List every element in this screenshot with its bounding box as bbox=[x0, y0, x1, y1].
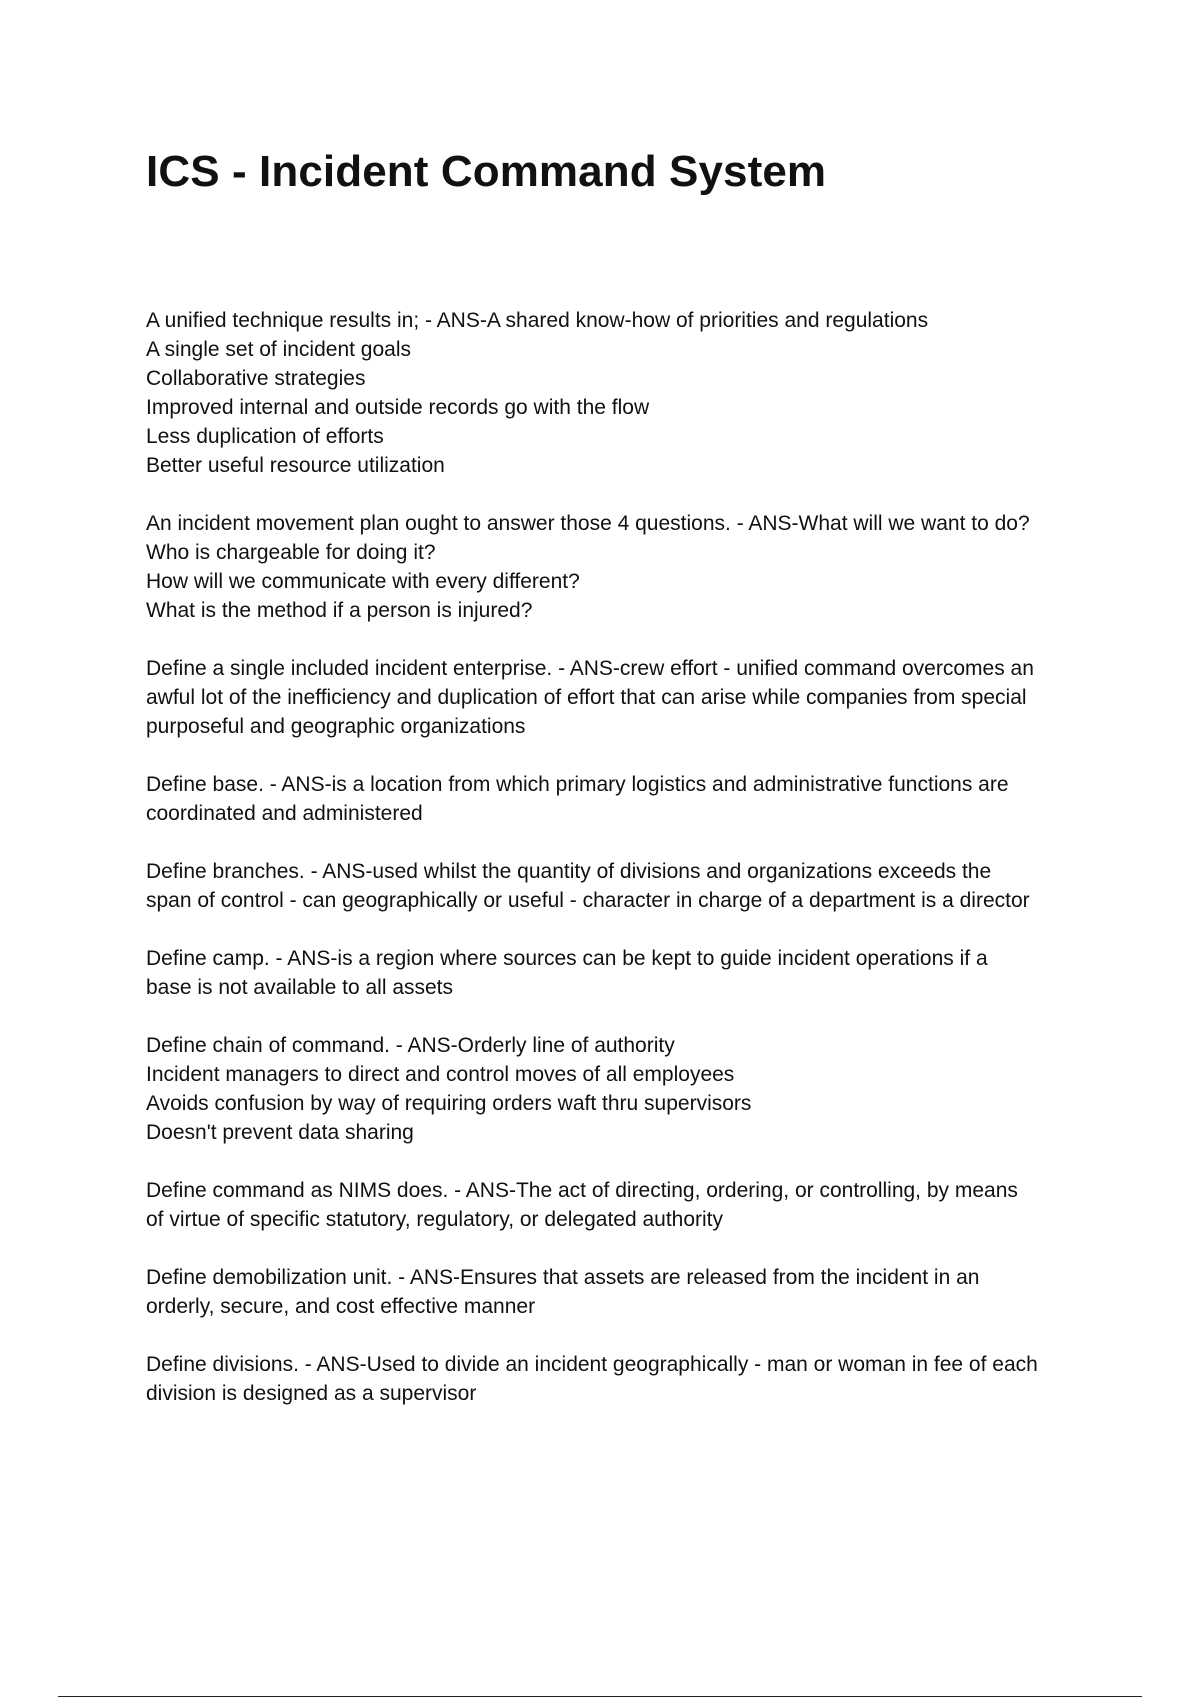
entry-line: Who is chargeable for doing it? bbox=[146, 541, 436, 564]
entry-line: span of control - can geographically or useful - character in charge of a department is a director bbox=[146, 889, 1030, 912]
entry-line: Define demobilization unit. - ANS-Ensures that assets are released from the incident in an bbox=[146, 1266, 980, 1289]
qa-entries bbox=[146, 306, 1096, 1437]
qa-entry bbox=[146, 306, 1096, 480]
entry-line: Define a single included incident enterprise. - ANS-crew effort - unified command overcomes an bbox=[146, 657, 1034, 680]
qa-entry bbox=[146, 770, 1096, 828]
entry-line: Define branches. - ANS-used whilst the quantity of divisions and organizations exceeds the bbox=[146, 860, 992, 883]
entry-line: base is not available to all assets bbox=[146, 976, 454, 999]
entry-line: Incident managers to direct and control moves of all employees bbox=[146, 1063, 735, 1086]
entry-line: Improved internal and outside records go with the flow bbox=[146, 396, 650, 419]
entry-line: Doesn't prevent data sharing bbox=[146, 1121, 414, 1144]
entry-line: Define divisions. - ANS-Used to divide an incident geographically - man or woman in fee of each bbox=[146, 1353, 1038, 1376]
qa-entry bbox=[146, 1176, 1096, 1234]
entry-line: An incident movement plan ought to answer those 4 questions. - ANS-What will we want to do? bbox=[146, 512, 1030, 535]
entry-line: Define chain of command. - ANS-Orderly line of authority bbox=[146, 1034, 675, 1057]
page-bottom-rule bbox=[58, 1696, 1142, 1697]
qa-entry bbox=[146, 1350, 1096, 1408]
entry-line: division is designed as a supervisor bbox=[146, 1382, 477, 1405]
entry-line: Define base. - ANS-is a location from which primary logistics and administrative functions are bbox=[146, 773, 1009, 796]
entry-line: orderly, secure, and cost effective manner bbox=[146, 1295, 536, 1318]
entry-line: A unified technique results in; - ANS-A shared know-how of priorities and regulations bbox=[146, 309, 929, 332]
qa-entry bbox=[146, 1031, 1096, 1147]
qa-entry bbox=[146, 857, 1096, 915]
entry-line: purposeful and geographic organizations bbox=[146, 715, 526, 738]
entry-line: Define camp. - ANS-is a region where sources can be kept to guide incident operations if a bbox=[146, 947, 988, 970]
qa-entry bbox=[146, 509, 1096, 625]
entry-line: coordinated and administered bbox=[146, 802, 423, 825]
entry-line: awful lot of the inefficiency and duplication of effort that can arise while companies from special bbox=[146, 686, 1027, 709]
entry-line: Collaborative strategies bbox=[146, 367, 366, 390]
entry-line: A single set of incident goals bbox=[146, 338, 412, 361]
entry-line: Less duplication of efforts bbox=[146, 425, 384, 448]
qa-entry bbox=[146, 944, 1096, 1002]
entry-line: What is the method if a person is injured? bbox=[146, 599, 533, 622]
entry-line: Define command as NIMS does. - ANS-The act of directing, ordering, or controlling, by means bbox=[146, 1179, 1018, 1202]
entry-line: Better useful resource utilization bbox=[146, 454, 445, 477]
entry-line: Avoids confusion by way of requiring orders waft thru supervisors bbox=[146, 1092, 752, 1115]
entry-line: of virtue of specific statutory, regulatory, or delegated authority bbox=[146, 1208, 724, 1231]
qa-entry bbox=[146, 1263, 1096, 1321]
qa-entry bbox=[146, 654, 1096, 741]
entry-line: How will we communicate with every different? bbox=[146, 570, 580, 593]
document-title: ICS - Incident Command System bbox=[146, 147, 827, 196]
